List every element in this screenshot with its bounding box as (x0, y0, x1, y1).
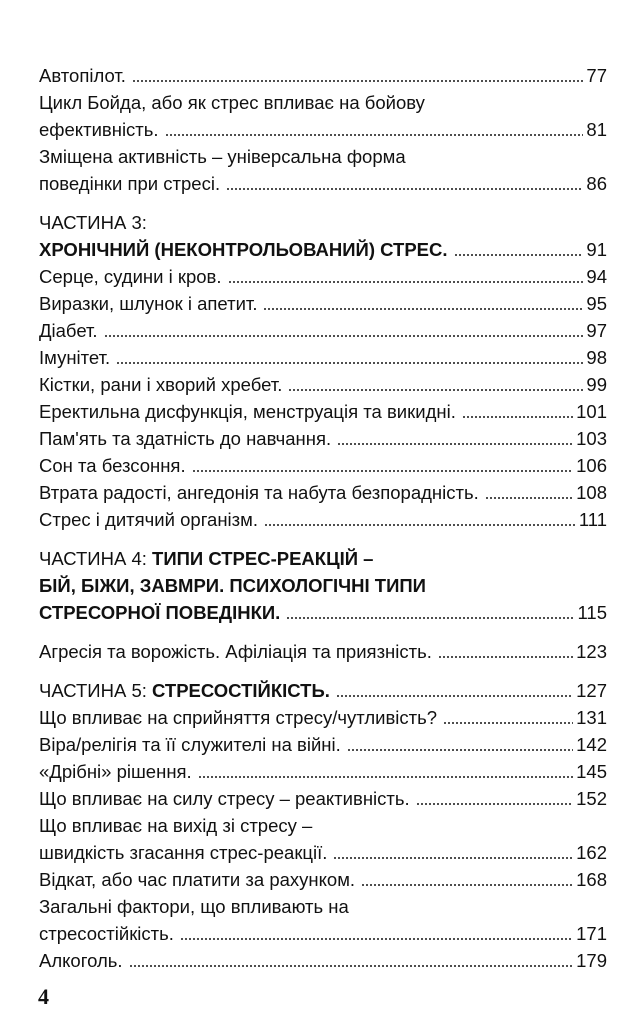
entry-title: Втрата радості, ангедонія та набута безпорадність. (39, 482, 479, 503)
entry-title: Що впливає на силу стресу – реактивність. (39, 788, 410, 809)
entry-title: ефективність. (39, 119, 159, 140)
dot-leader (443, 720, 573, 726)
toc-entry[interactable] (39, 209, 607, 263)
toc-entry[interactable] (39, 452, 607, 479)
toc-line (39, 371, 607, 398)
toc-line (39, 209, 607, 236)
toc-page-number: 86 (586, 173, 607, 194)
toc-page-number: 99 (586, 374, 607, 395)
toc-line-text (39, 785, 410, 812)
part-title: ХРОНІЧНИЙ (НЕКОНТРОЛЬОВАНИЙ) СТРЕС. (39, 239, 448, 260)
dot-leader (263, 306, 583, 312)
part-label: ЧАСТИНА 3: (39, 212, 147, 233)
toc-line-text (39, 425, 331, 452)
toc-line (39, 62, 607, 89)
toc-line (39, 758, 607, 785)
toc-entry[interactable] (39, 344, 607, 371)
dot-leader (288, 387, 583, 393)
toc-line-text (39, 170, 220, 197)
toc-page-number: 111 (578, 509, 607, 530)
toc-page-number: 168 (576, 869, 607, 890)
dot-leader (192, 468, 574, 474)
entry-title: Зміщена активність – універсальна форма (39, 146, 406, 167)
entry-title: Відкат, або час платити за рахунком. (39, 869, 356, 890)
dot-leader (286, 615, 574, 621)
dot-leader (333, 855, 573, 861)
dot-leader (264, 522, 576, 528)
toc-line (39, 479, 607, 506)
toc-entry[interactable] (39, 758, 607, 785)
entry-title: Автопілот. (39, 65, 126, 86)
dot-leader (228, 279, 584, 285)
toc-line (39, 599, 607, 626)
toc-line (39, 731, 607, 758)
toc-entry[interactable] (39, 638, 607, 665)
part-title: СТРЕСОРНОЇ ПОВЕДІНКИ. (39, 602, 281, 623)
toc-entry[interactable] (39, 263, 607, 290)
toc-page-number: 171 (576, 923, 607, 944)
toc-entry[interactable] (39, 479, 607, 506)
toc-page-number: 142 (576, 734, 607, 755)
toc-line (39, 545, 607, 572)
toc-line-text (39, 638, 432, 665)
dot-leader (361, 882, 573, 888)
dot-leader (180, 936, 573, 942)
part-title: БІЙ, БІЖИ, ЗАВМРИ. ПСИХОЛОГІЧНІ ТИПИ (39, 575, 426, 596)
toc-page-number: 152 (576, 788, 607, 809)
toc-page-number: 106 (576, 455, 607, 476)
toc-line-text (39, 398, 456, 425)
toc-entry[interactable] (39, 371, 607, 398)
toc-line (39, 116, 607, 143)
toc-line-text (39, 704, 437, 731)
toc-page-number: 101 (576, 401, 607, 422)
toc-line (39, 344, 607, 371)
dot-leader (438, 654, 573, 660)
toc-page-number: 97 (586, 320, 607, 341)
dot-leader (336, 693, 573, 699)
toc-page-number: 131 (576, 707, 607, 728)
toc-page-number: 145 (576, 761, 607, 782)
toc-entry[interactable] (39, 290, 607, 317)
toc-page-number: 115 (577, 602, 607, 623)
toc-line (39, 170, 607, 197)
entry-title: Сон та безсоння. (39, 455, 186, 476)
entry-title: Цикл Бойда, або як стрес впливає на бойову (39, 92, 425, 113)
toc-entry[interactable] (39, 545, 607, 626)
entry-title: Віра/релігія та її служителі на війні. (39, 734, 341, 755)
toc-entry[interactable] (39, 425, 607, 452)
dot-leader (226, 186, 583, 192)
toc-entry[interactable] (39, 398, 607, 425)
entry-title: швидкість згасання стрес-реакції. (39, 842, 328, 863)
toc-page-number: 77 (586, 65, 607, 86)
toc-line-text (39, 263, 222, 290)
page-number: 4 (38, 984, 49, 1009)
toc-line-text (39, 209, 147, 236)
dot-leader (462, 414, 573, 420)
toc-line-text (39, 116, 159, 143)
toc-page-number: 94 (586, 266, 607, 287)
toc-line-text (39, 344, 110, 371)
toc-line (39, 506, 607, 533)
toc-entry[interactable] (39, 89, 607, 143)
entry-title: поведінки при стресі. (39, 173, 221, 194)
entry-title: Пам'ять та здатність до навчання. (39, 428, 332, 449)
toc-line (39, 947, 607, 974)
toc-line (39, 452, 607, 479)
entry-title: Стрес і дитячий організм. (39, 509, 258, 530)
toc-line (39, 839, 607, 866)
toc-line-text (39, 572, 426, 599)
toc-entry[interactable] (39, 677, 607, 704)
toc-line-text (39, 893, 349, 920)
dot-leader (198, 774, 573, 780)
toc-line (39, 236, 607, 263)
toc-line-text (39, 545, 373, 572)
toc-line-text (39, 731, 341, 758)
toc-entry[interactable] (39, 893, 607, 947)
toc-page-number: 95 (586, 293, 607, 314)
part-label: ЧАСТИНА 5: (39, 680, 147, 701)
toc-line-text (39, 452, 186, 479)
toc-entry[interactable] (39, 947, 607, 974)
part-title: ТИПИ СТРЕС-РЕАКЦІЙ – (152, 548, 374, 569)
entry-title: Що впливає на вихід зі стресу – (39, 815, 313, 836)
dot-leader (116, 360, 583, 366)
toc-line-text (39, 677, 330, 704)
part-label: ЧАСТИНА 4: (39, 548, 147, 569)
toc-entry[interactable] (39, 704, 607, 731)
entry-title: Серце, судини і кров. (39, 266, 222, 287)
toc-entry[interactable] (39, 785, 607, 812)
toc-line (39, 893, 607, 920)
toc-line (39, 704, 607, 731)
toc-line (39, 89, 607, 116)
dot-leader (132, 78, 584, 84)
toc-line-text (39, 236, 448, 263)
toc-line-text (39, 920, 174, 947)
entry-title: Алкоголь. (39, 950, 123, 971)
dot-leader (165, 132, 584, 138)
toc-line (39, 290, 607, 317)
entry-title: Діабет. (39, 320, 98, 341)
toc-page-number: 123 (576, 641, 607, 662)
entry-title: Загальні фактори, що впливають на (39, 896, 349, 917)
dot-leader (337, 441, 573, 447)
dot-leader (129, 963, 574, 969)
toc-line-text (39, 479, 479, 506)
toc-entry[interactable] (39, 866, 607, 893)
toc-line (39, 398, 607, 425)
toc-entry[interactable] (39, 317, 607, 344)
entry-title: Що впливає на сприйняття стресу/чутливість? (39, 707, 438, 728)
toc-line-text (39, 758, 192, 785)
toc-line (39, 638, 607, 665)
toc-line-text (39, 506, 258, 533)
table-of-contents (39, 62, 607, 974)
dot-leader (347, 747, 573, 753)
toc-page-number: 98 (586, 347, 607, 368)
toc-line (39, 866, 607, 893)
toc-entry[interactable] (39, 812, 607, 866)
toc-line-text (39, 866, 355, 893)
toc-page-number: 179 (576, 950, 607, 971)
toc-page-number: 127 (576, 680, 607, 701)
toc-line (39, 263, 607, 290)
dot-leader (104, 333, 584, 339)
toc-entry[interactable] (39, 143, 607, 197)
dot-leader (454, 252, 584, 258)
toc-line (39, 143, 607, 170)
toc-line-text (39, 143, 406, 170)
part-title: СТРЕСОСТІЙКІСТЬ. (152, 680, 330, 701)
entry-title: Еректильна дисфункція, менструація та викидні. (39, 401, 456, 422)
toc-line-text (39, 290, 257, 317)
entry-title: «Дрібні» рішення. (39, 761, 192, 782)
toc-line-text (39, 812, 312, 839)
toc-line (39, 812, 607, 839)
toc-page-number: 81 (586, 119, 607, 140)
toc-page-number: 162 (576, 842, 607, 863)
toc-line-text (39, 599, 280, 626)
toc-line-text (39, 89, 425, 116)
dot-leader (485, 495, 573, 501)
toc-line (39, 317, 607, 344)
entry-title: Імунітет. (39, 347, 111, 368)
toc-line (39, 425, 607, 452)
toc-line-text (39, 839, 327, 866)
toc-page-number: 103 (576, 428, 607, 449)
entry-title: Виразки, шлунок і апетит. (39, 293, 258, 314)
toc-page-number: 108 (576, 482, 607, 503)
dot-leader (416, 801, 573, 807)
toc-line (39, 572, 607, 599)
toc-page-number: 91 (586, 239, 607, 260)
entry-title: Кістки, рани і хворий хребет. (39, 374, 283, 395)
toc-entry[interactable] (39, 62, 607, 89)
toc-entry[interactable] (39, 731, 607, 758)
toc-line (39, 920, 607, 947)
toc-line (39, 785, 607, 812)
toc-entry[interactable] (39, 506, 607, 533)
toc-line-text (39, 371, 282, 398)
toc-line (39, 677, 607, 704)
toc-line-text (39, 62, 126, 89)
toc-line-text (39, 947, 123, 974)
entry-title: стресостійкість. (39, 923, 174, 944)
toc-line-text (39, 317, 98, 344)
entry-title: Агресія та ворожість. Афіліація та приязність. (39, 641, 432, 662)
